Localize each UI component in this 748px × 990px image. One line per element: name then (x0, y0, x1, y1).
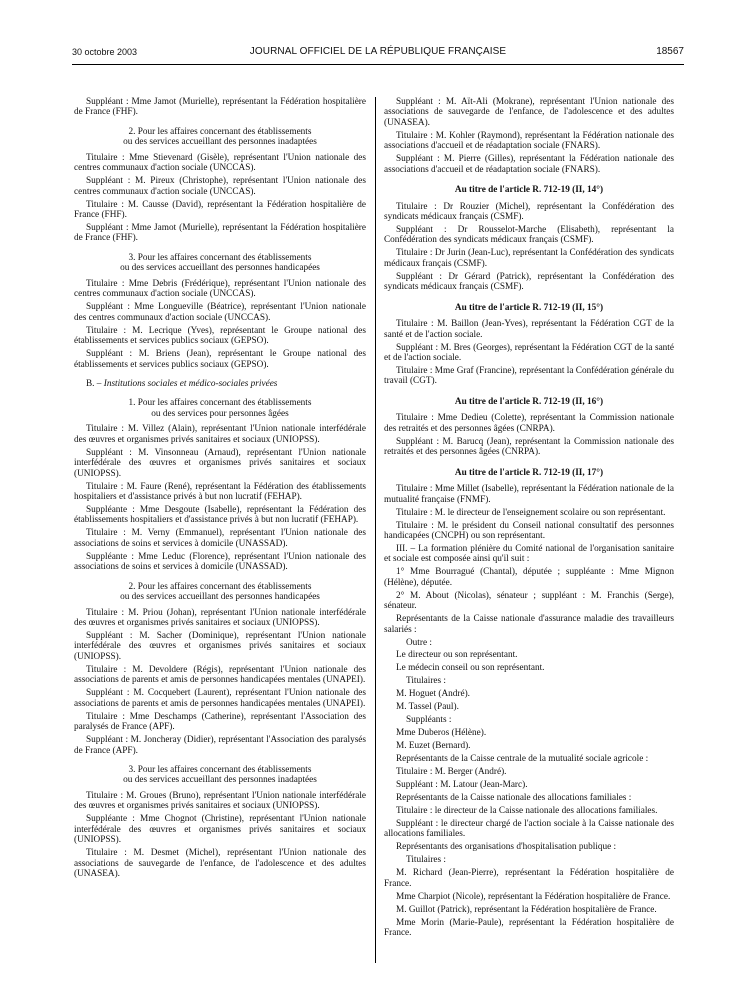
paragraph: Titulaire : M. Groues (Bruno), représentant l'Union nationale interfédérale des œuvres et organismes privés sanitaires et sociaux (UNIOPSS). (74, 790, 366, 812)
list-item: M. Euzet (Bernard). (396, 741, 471, 752)
heading-line: 1. Pour les affaires concernant des établissements (128, 398, 312, 409)
paragraph: Suppléant : Dr Rousselot-Marche (Elisabeth), représentant la Confédération des syndicats médicaux français (CSMF). (384, 225, 674, 246)
paragraph: Titulaire : M. le président du Conseil national consultatif des personnes handicapées (CNCPH) ou son représentant. (384, 520, 674, 541)
list-item: Le médecin conseil ou son représentant. (396, 663, 545, 674)
subsection-heading (74, 582, 366, 603)
paragraph: 2° M. About (Nicolas), sénateur ; suppléant : M. Franchis (Serge), sénateur. (384, 590, 674, 612)
heading-line: ou des services accueillant des personnes inadaptées (123, 775, 317, 786)
section-title: Institutions sociales et médico-sociales privées (103, 378, 278, 389)
paragraph: Titulaire : Mme Graf (Francine), représentant la Confédération générale du travail (CGT). (384, 366, 674, 387)
left-column (74, 97, 366, 882)
list-item: M. Hoguet (André). (396, 689, 470, 700)
paragraph: Titulaire : Mme Deschamps (Catherine), représentant l'Association des paralysés de France (APF). (74, 711, 366, 733)
article-heading: Au titre de l'article R. 712-19 (II, 17°) (454, 467, 604, 478)
paragraph: M. Guillot (Patrick), représentant la Fédération hospitalière de France. (396, 904, 657, 915)
paragraph: Représentants de la Caisse nationale des allocations familiales : (396, 792, 632, 803)
paragraph: Titulaire : M. Villez (Alain), représentant l'Union nationale interfédérale des œuvres et organismes privés sanitaires et sociaux (UNIOPSS). (74, 424, 366, 445)
paragraph: Titulaire : M. Desmet (Michel), représentant l'Union nationale des associations de sauvegarde de l'enfance, de l'adolescence et des adultes (UNASEA). (74, 848, 366, 880)
subsection-heading (74, 253, 366, 274)
paragraph: Titulaire : M. Verny (Emmanuel), représentant l'Union nationale des associations de soins et services à domicile (UNASSAD). (74, 528, 366, 549)
header-rule (72, 64, 684, 65)
subsection-heading (74, 398, 366, 419)
heading-line: 2. Pour les affaires concernant des établissements (128, 126, 312, 137)
paragraph: M. Richard (Jean-Pierre), représentant la Fédération hospitalière de France. (384, 868, 674, 889)
paragraph: Suppléante : Mme Leduc (Florence), représentant l'Union nationale des associations de soins et services à domicile (UNASSAD). (74, 551, 366, 573)
page-header (72, 44, 684, 60)
heading-line: ou des services pour personnes âgées (151, 408, 289, 419)
paragraph: Titulaire : M. Lecrique (Yves), représentant le Groupe national des établissements et services publics sociaux (GEPSO). (74, 325, 366, 347)
article-heading: Au titre de l'article R. 712-19 (II, 15°) (454, 302, 604, 313)
article-heading: Au titre de l'article R. 712-19 (II, 16°) (454, 396, 604, 407)
paragraph: Suppléant : M. Cocquebert (Laurent), représentant l'Union nationale des associations de parents et amis de personnes handicapées mentales (UNAPEI). (74, 688, 366, 709)
list-item: Le directeur ou son représentant. (396, 650, 518, 661)
paragraph: Représentants des organisations d'hospitalisation publique : (396, 842, 617, 853)
paragraph: Titulaire : M. Devoldere (Régis), représentant l'Union nationale des associations de parents et amis de personnes handicapées mentales (UNAPEI). (74, 664, 366, 686)
paragraph: Titulaire : M. Baillon (Jean-Yves), représentant la Fédération CGT de la santé et de l'action sociale. (384, 319, 674, 340)
right-column (384, 97, 674, 941)
paragraph: Suppléante : Mme Desgoute (Isabelle), représentant la Fédération des établissements hospitaliers et d'assistance privés à but non lucratif (FEHAP). (74, 505, 366, 526)
paragraph: Titulaire : Mme Stievenard (Gisèle), représentant l'Union nationale des centres communaux d'action sociale (UNCCAS). (74, 152, 366, 174)
paragraph: Titulaire : M. Priou (Johan), représentant l'Union nationale interfédérale des œuvres et organismes privés sanitaires et sociaux (UNIOPSS). (74, 607, 366, 629)
paragraph: III. – La formation plénière du Comité national de l'organisation sanitaire et sociale est composée ainsi qu'il suit : (384, 543, 674, 565)
paragraph: Suppléant : Mme Jamot (Murielle), représentant la Fédération hospitalière de France (FHF). (74, 223, 366, 244)
paragraph: Titulaire : M. Kohler (Raymond), représentant la Fédération nationale des associations d'accueil et de réadaptation sociale (FNARS). (384, 130, 674, 152)
list-label: Suppléants : (406, 715, 452, 726)
column-divider (375, 97, 376, 963)
paragraph: Suppléant : M. Latour (Jean-Marc). (396, 780, 528, 791)
heading-line: ou des services accueillant des personnes inadaptées (123, 137, 317, 148)
list-item: Mme Duberos (Hélène). (396, 728, 487, 739)
paragraph: Suppléant : Mme Jamot (Murielle), représentant la Fédération hospitalière de France (FHF). (74, 97, 366, 118)
heading-line: 3. Pour les affaires concernant des établissements (128, 252, 312, 263)
paragraph: Suppléant : M. Joncheray (Didier), représentant l'Association des paralysés de France (APF). (74, 735, 366, 756)
article-heading: Au titre de l'article R. 712-19 (II, 14°) (454, 185, 604, 196)
section-prefix: B. – (86, 378, 104, 389)
paragraph: Titulaire : Dr Rouzier (Michel), représentant la Confédération des syndicats médicaux français (CSMF). (384, 201, 674, 223)
paragraph: Suppléant : M. Pireux (Christophe), représentant l'Union nationale des centres communaux d'action sociale (UNCCAS). (74, 176, 366, 197)
paragraph: 1° Mme Bourragué (Chantal), députée ; suppléante : Mme Mignon (Hélène), députée. (384, 567, 674, 588)
heading-line: 3. Pour les affaires concernant des établissements (128, 765, 312, 776)
paragraph: Titulaire : M. le directeur de l'enseignement scolaire ou son représentant. (396, 507, 666, 518)
heading-line: 2. Pour les affaires concernant des établissements (128, 581, 312, 592)
subsection-heading (74, 127, 366, 148)
paragraph: Suppléant : M. Barucq (Jean), représentant la Commission nationale des retraités et des personnes âgées (CNRPA). (384, 436, 674, 458)
paragraph: Suppléant : le directeur chargé de l'action sociale à la Caisse nationale des allocations familiales. (384, 818, 674, 840)
paragraph: Titulaire : M. Causse (David), représentant la Fédération hospitalière de France (FHF). (74, 199, 366, 221)
paragraph: Titulaire : le directeur de la Caisse nationale des allocations familiales. (396, 805, 658, 816)
paragraph: Suppléant : M. Pierre (Gilles), représentant la Fédération nationale des associations d'accueil et de réadaptation sociale (FNARS). (384, 154, 674, 175)
paragraph: Suppléant : M. Vinsonneau (Arnaud), représentant l'Union nationale interfédérale des œuvres et organismes privés sanitaires et sociaux (UNIOPSS). (74, 447, 366, 479)
list-item: M. Tassel (Paul). (396, 702, 459, 713)
list-label: Titulaires : (406, 676, 447, 687)
paragraph: Suppléant : M. Bres (Georges), représentant la Fédération CGT de la santé et de l'action sociale. (384, 342, 674, 364)
paragraph: Suppléant : M. Briens (Jean), représentant le Groupe national des établissements et services publics sociaux (GEPSO). (74, 349, 366, 370)
paragraph: Représentants de la Caisse nationale d'assurance maladie des travailleurs salariés : (384, 614, 674, 635)
paragraph: Suppléant : M. Aït-Ali (Mokrane), représentant l'Union nationale des associations de sauvegarde de l'enfance, de l'adolescence et des adultes (UNASEA). (384, 97, 674, 128)
paragraph: Titulaire : Mme Millet (Isabelle), représentant la Fédération nationale de la mutualité française (FNMF). (384, 484, 674, 505)
paragraph: Titulaire : M. Faure (René), représentant la Fédération des établissements hospitaliers et d'assistance privés à but non lucratif (FEHAP). (74, 481, 366, 503)
paragraph: Titulaire : Dr Jurin (Jean-Luc), représentant la Confédération des syndicats médicaux français (CSMF). (384, 248, 674, 269)
heading-line: ou des services accueillant des personnes handicapées (120, 263, 320, 274)
paragraph: Mme Charpiot (Nicole), représentant la Fédération hospitalière de France. (396, 891, 671, 902)
paragraph: Suppléant : Dr Gérard (Patrick), représentant la Confédération des syndicats médicaux français (CSMF). (384, 271, 674, 293)
heading-line: ou des services accueillant des personnes handicapées (120, 592, 320, 603)
subsection-heading (74, 765, 366, 786)
paragraph: Titulaire : M. Berger (André). (396, 767, 507, 778)
paragraph: Représentants de la Caisse centrale de la mutualité sociale agricole : (396, 754, 649, 765)
paragraph: Suppléant : Mme Longueville (Béatrice), représentant l'Union nationale des centres communaux d'action sociale (UNCCAS). (74, 302, 366, 323)
list-label: Titulaires : (406, 855, 447, 866)
paragraph: Suppléant : M. Sacher (Dominique), représentant l'Union nationale interfédérale des œuvres et organismes privés sanitaires et sociaux (UNIOPSS). (74, 631, 366, 662)
section-heading-b (74, 379, 366, 389)
page-number: 18567 (656, 46, 684, 57)
paragraph: Suppléante : Mme Chognot (Christine), représentant l'Union nationale interfédérale des œuvres et organismes privés sanitaires et sociaux (UNIOPSS). (74, 814, 366, 846)
paragraph: Mme Morin (Marie-Paule), représentant la Fédération hospitalière de France. (384, 917, 674, 938)
paragraph: Titulaire : Mme Debris (Frédérique), représentant l'Union nationale des centres communaux d'action sociale (UNCCAS). (74, 278, 366, 300)
paragraph: Titulaire : Mme Dedieu (Colette), représentant la Commission nationale des retraités et des personnes âgées (CNRPA). (384, 413, 674, 434)
journal-title: JOURNAL OFFICIEL DE LA RÉPUBLIQUE FRANÇAISE (249, 46, 507, 57)
list-label: Outre : (406, 637, 432, 648)
publication-date: 30 octobre 2003 (72, 47, 138, 57)
